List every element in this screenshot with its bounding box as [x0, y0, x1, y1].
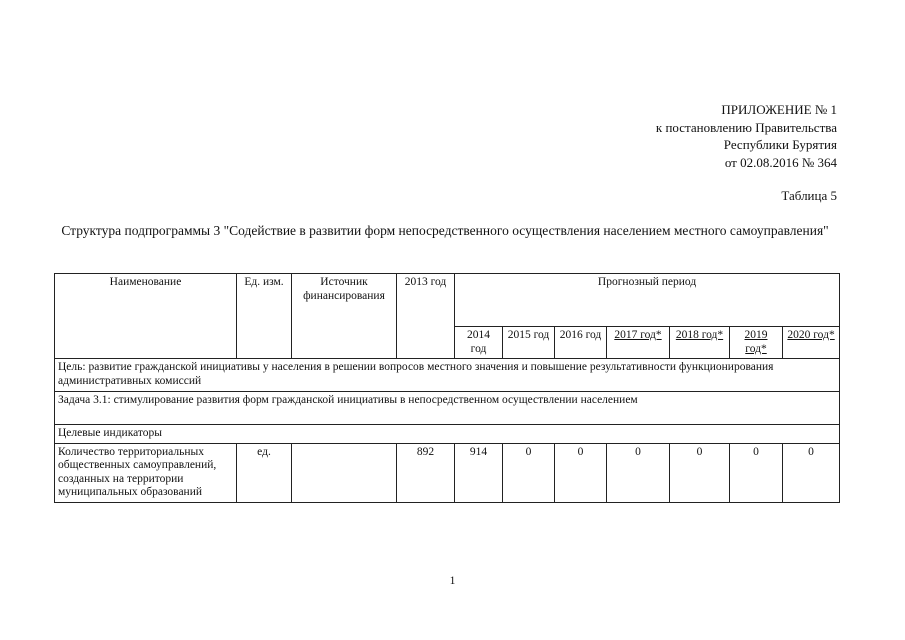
header-year-2016: 2016 год — [555, 327, 607, 359]
task-text: Задача 3.1: стимулирование развития форм гражданской инициативы в непосредственном осуществлении населением — [55, 392, 840, 425]
indicator-name: Количество территориальных общественных самоуправлений, созданных на территории муниципальных образований — [55, 443, 237, 502]
header-name: Наименование — [55, 274, 237, 359]
table-label: Таблица 5 — [781, 188, 837, 203]
appendix-resolution-line: к постановлению Правительства — [655, 119, 837, 135]
indicator-value-2016: 0 — [555, 443, 607, 502]
header-year-2019 — [730, 327, 783, 359]
header-unit: Ед. изм. — [237, 274, 292, 359]
header-year-2017-text: 2017 год* — [614, 329, 662, 341]
subprogram-structure-table — [54, 273, 840, 503]
indicator-value-2015: 0 — [503, 443, 555, 502]
indicators-heading-row — [55, 425, 840, 444]
appendix-date-line: от 02.08.2016 № 364 — [724, 154, 837, 170]
header-year-2014: 2014 год — [455, 327, 503, 359]
indicator-source — [292, 443, 397, 502]
header-year-2017 — [607, 327, 670, 359]
header-year-2015: 2015 год — [503, 327, 555, 359]
appendix-republic-line: Республики Бурятия — [723, 137, 837, 152]
indicator-value-2020: 0 — [783, 443, 840, 502]
indicator-value-2017: 0 — [607, 443, 670, 502]
header-year-2020 — [783, 327, 840, 359]
header-base-year: 2013 год — [397, 274, 455, 359]
table-header-row — [55, 274, 840, 327]
indicator-value-2013: 892 — [397, 443, 455, 502]
indicator-value-2014: 914 — [455, 443, 503, 502]
task-row — [55, 392, 840, 425]
table-row — [55, 443, 840, 502]
goal-text: Цель: развитие гражданской инициативы у населения в решении вопросов местного значения и повышение результативности функционирования административных комиссий — [55, 359, 840, 392]
indicator-value-2018: 0 — [670, 443, 730, 502]
indicator-value-2019: 0 — [730, 443, 783, 502]
header-year-2018-text: 2018 год* — [675, 329, 724, 341]
page-number: 1 — [449, 575, 456, 587]
header-forecast-period: Прогнозный период — [455, 274, 840, 327]
header-source: Источник финансирования — [292, 274, 397, 359]
indicator-unit: ед. — [237, 443, 292, 502]
document-title: Структура подпрограммы 3 "Содействие в развитии форм непосредственного осуществления населением местного самоуправления" — [61, 223, 829, 238]
appendix-title: ПРИЛОЖЕНИЕ № 1 — [721, 102, 837, 117]
appendix-header — [656, 101, 837, 171]
header-year-2020-text: 2020 год* — [787, 329, 835, 341]
indicators-heading: Целевые индикаторы — [55, 425, 840, 444]
header-year-2019-text: 2019 год* — [744, 329, 768, 355]
goal-row — [55, 359, 840, 392]
header-year-2018 — [670, 327, 730, 359]
